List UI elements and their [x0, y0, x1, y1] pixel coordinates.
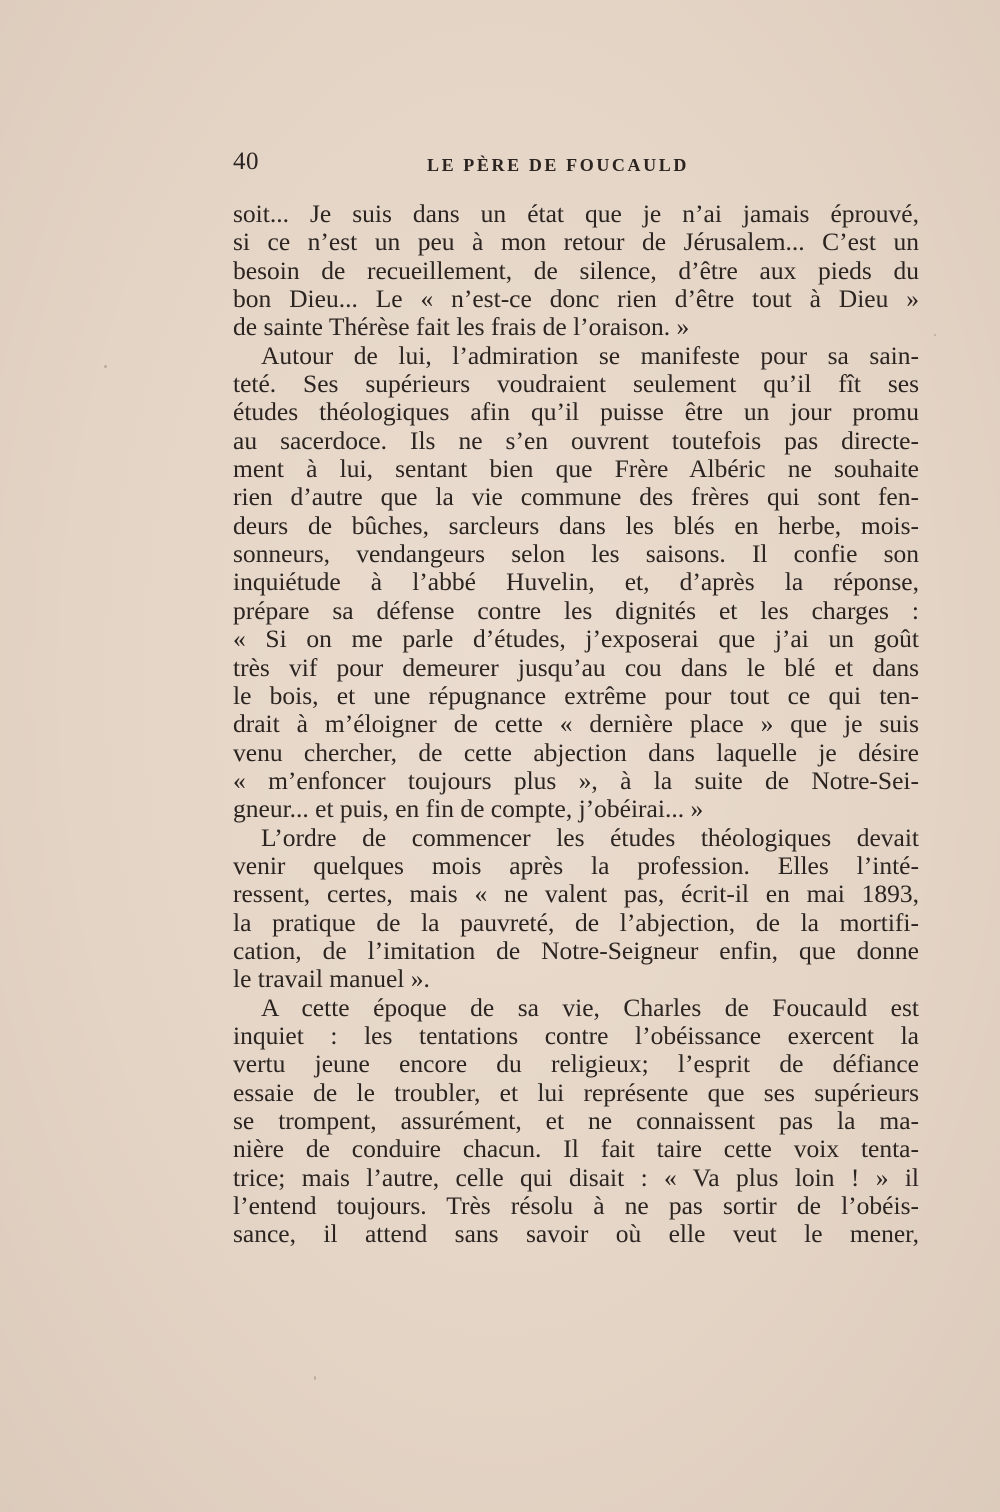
text-line: études théologiques afin qu’il puisse être un jour promu	[233, 397, 919, 427]
text-line: ment à lui, sentant bien que Frère Albéric ne souhaite	[233, 454, 919, 484]
text-line: très vif pour demeurer jusqu’au cou dans le blé et dans	[233, 652, 919, 682]
running-head	[233, 148, 919, 180]
paragraph-start-line: A cette époque de sa vie, Charles de Foucauld est	[261, 992, 919, 1022]
text-line: ressent, certes, mais « ne valent pas, écrit-il en mai 1893,	[233, 879, 919, 909]
text-line: cation, de l’imitation de Notre-Seigneur enfin, que donne	[233, 935, 919, 965]
text-line: prépare sa défense contre les dignités et les charges :	[233, 595, 919, 625]
text-line: nière de conduire chacun. Il fait taire cette voix tenta-	[233, 1134, 919, 1164]
text-line: besoin de recueillement, de silence, d’être aux pieds du	[233, 255, 919, 285]
text-line: la pratique de la pauvreté, de l’abjection, de la mortifi-	[233, 907, 919, 937]
text-line: drait à m’éloigner de cette « dernière place » que je suis	[233, 709, 919, 739]
text-line: se trompent, assurément, et ne connaissent pas la ma-	[233, 1106, 919, 1135]
text-line: trice; mais l’autre, celle qui disait : « Va plus loin ! » il	[233, 1162, 919, 1192]
text-line: l’entend toujours. Très résolu à ne pas sortir de l’obéis-	[233, 1191, 919, 1221]
text-line: au sacerdoce. Ils ne s’en ouvrent toutefois pas directe-	[233, 425, 919, 455]
paper-speck	[314, 1376, 316, 1380]
text-line: venu chercher, de cette abjection dans laquelle je désire	[233, 737, 919, 767]
text-line: inquiet : les tentations contre l’obéissance exercent la	[233, 1020, 919, 1050]
paper-speck	[104, 365, 107, 368]
text-line: rien d’autre que la vie commune des frères qui sont fen-	[233, 482, 919, 512]
text-line: le bois, et une répugnance extrême pour tout ce qui ten-	[233, 680, 919, 710]
paragraph-start-line: L’ordre de commencer les études théologiques devait	[261, 822, 919, 852]
text-line: « m’enfoncer toujours plus », à la suite de Notre-Sei-	[233, 765, 919, 795]
text-line: de sainte Thérèse fait les frais de l’oraison. »	[233, 312, 690, 342]
page-number: 40	[233, 148, 259, 175]
text-line: deurs de bûches, sarcleurs dans les blés en herbe, mois-	[233, 510, 919, 540]
text-line: sonneurs, vendangeurs selon les saisons. Il confie son	[233, 539, 919, 569]
text-line: inquiétude à l’abbé Huvelin, et, d’après la réponse,	[233, 567, 919, 597]
text-line: sance, il attend sans savoir où elle veut le mener,	[233, 1219, 919, 1249]
paragraph-start-line: Autour de lui, l’admiration se manifeste pour sa sain-	[261, 340, 919, 370]
text-line: teté. Ses supérieurs voudraient seulement qu’il fît ses	[233, 369, 919, 399]
running-title: LE PÈRE DE FOUCAULD	[427, 155, 689, 175]
body-text	[233, 200, 919, 1249]
text-line: essaie de le troubler, et lui représente que ses supérieurs	[233, 1077, 919, 1107]
text-line: si ce n’est un peu à mon retour de Jérusalem... C’est un	[233, 227, 919, 257]
text-line: soit... Je suis dans un état que je n’ai jamais éprouvé,	[233, 199, 919, 228]
text-line: venir quelques mois après la profession. Elles l’inté-	[233, 850, 919, 880]
paper-speck	[934, 334, 936, 336]
text-line: gneur... et puis, en fin de compte, j’obéirai... »	[233, 794, 704, 824]
text-line: « Si on me parle d’études, j’exposerai que j’ai un goût	[233, 624, 919, 654]
text-line: bon Dieu... Le « n’est-ce donc rien d’être tout à Dieu »	[233, 284, 919, 314]
text-line: le travail manuel ».	[233, 964, 430, 994]
text-line: vertu jeune encore du religieux; l’esprit de défiance	[233, 1049, 919, 1079]
